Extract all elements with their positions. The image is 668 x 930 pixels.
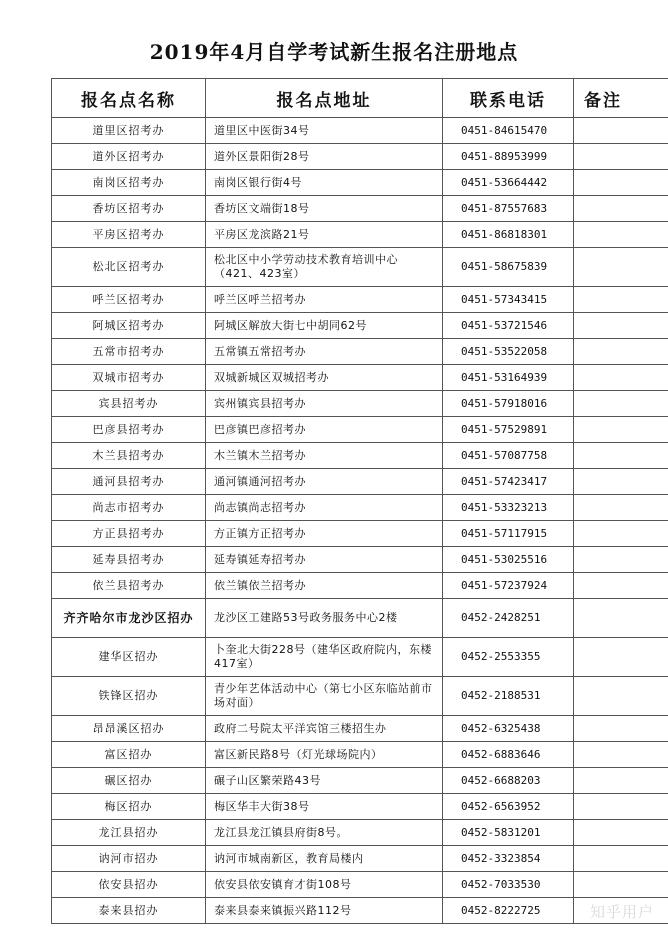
table-row xyxy=(52,846,668,872)
cell-note xyxy=(574,443,668,469)
cell-phone: 0451-57087758 xyxy=(443,443,574,469)
cell-note xyxy=(574,469,668,495)
cell-name: 尚志市招考办 xyxy=(52,495,206,521)
cell-name: 巴彦县招考办 xyxy=(52,417,206,443)
table-row xyxy=(52,547,668,573)
cell-phone: 0451-57423417 xyxy=(443,469,574,495)
cell-note xyxy=(574,599,668,638)
cell-address: 阿城区解放大街七中胡同62号 xyxy=(206,313,443,339)
cell-name: 延寿县招考办 xyxy=(52,547,206,573)
cell-address: 依安县依安镇育才街108号 xyxy=(206,872,443,898)
cell-name: 建华区招办 xyxy=(52,638,206,677)
cell-phone: 0451-53522058 xyxy=(443,339,574,365)
table-row xyxy=(52,287,668,313)
table-row xyxy=(52,638,668,677)
table-row xyxy=(52,365,668,391)
table-row xyxy=(52,742,668,768)
cell-phone: 0451-57117915 xyxy=(443,521,574,547)
table-row xyxy=(52,794,668,820)
table-row xyxy=(52,716,668,742)
cell-address: 尚志镇尚志招考办 xyxy=(206,495,443,521)
table-row xyxy=(52,820,668,846)
table-row xyxy=(52,170,668,196)
cell-name: 香坊区招考办 xyxy=(52,196,206,222)
cell-note xyxy=(574,248,668,287)
cell-phone: 0451-53025516 xyxy=(443,547,574,573)
cell-address: 五常镇五常招考办 xyxy=(206,339,443,365)
table-row xyxy=(52,521,668,547)
cell-phone: 0451-57343415 xyxy=(443,287,574,313)
table-row xyxy=(52,313,668,339)
cell-note xyxy=(574,638,668,677)
cell-name: 依安县招办 xyxy=(52,872,206,898)
cell-note xyxy=(574,118,668,144)
cell-name: 讷河市招办 xyxy=(52,846,206,872)
cell-note xyxy=(574,794,668,820)
cell-phone: 0451-57918016 xyxy=(443,391,574,417)
cell-phone: 0452-2428251 xyxy=(443,599,574,638)
cell-phone: 0451-58675839 xyxy=(443,248,574,287)
cell-phone: 0452-6688203 xyxy=(443,768,574,794)
cell-name: 龙江县招办 xyxy=(52,820,206,846)
cell-name: 富区招办 xyxy=(52,742,206,768)
header-address: 报名点地址 xyxy=(206,79,443,118)
cell-note xyxy=(574,716,668,742)
cell-note xyxy=(574,170,668,196)
cell-phone: 0452-2188531 xyxy=(443,677,574,716)
cell-address: 宾州镇宾县招考办 xyxy=(206,391,443,417)
cell-note xyxy=(574,365,668,391)
cell-phone: 0451-88953999 xyxy=(443,144,574,170)
cell-phone: 0451-86818301 xyxy=(443,222,574,248)
cell-name: 宾县招考办 xyxy=(52,391,206,417)
cell-note xyxy=(574,573,668,599)
cell-address: 泰来县泰来镇振兴路112号 xyxy=(206,898,443,924)
cell-phone: 0452-6325438 xyxy=(443,716,574,742)
cell-note xyxy=(574,196,668,222)
cell-note xyxy=(574,768,668,794)
cell-address: 依兰镇依兰招考办 xyxy=(206,573,443,599)
cell-phone: 0452-5831201 xyxy=(443,820,574,846)
cell-phone: 0451-53721546 xyxy=(443,313,574,339)
cell-note xyxy=(574,287,668,313)
cell-address: 延寿镇延寿招考办 xyxy=(206,547,443,573)
table-header-row xyxy=(52,79,668,118)
cell-name: 依兰县招考办 xyxy=(52,573,206,599)
table-row xyxy=(52,573,668,599)
cell-name: 齐齐哈尔市龙沙区招办 xyxy=(52,599,206,638)
cell-address: 讷河市城南新区，教育局楼内 xyxy=(206,846,443,872)
cell-name: 梅区招办 xyxy=(52,794,206,820)
cell-name: 南岗区招考办 xyxy=(52,170,206,196)
table-row xyxy=(52,898,668,924)
cell-phone: 0452-7033530 xyxy=(443,872,574,898)
table-row xyxy=(52,599,668,638)
table-row xyxy=(52,391,668,417)
cell-note xyxy=(574,742,668,768)
table-row xyxy=(52,443,668,469)
cell-address: 龙沙区工建路53号政务服务中心2楼 xyxy=(206,599,443,638)
cell-note xyxy=(574,495,668,521)
cell-address: 方正镇方正招考办 xyxy=(206,521,443,547)
cell-address: 平房区龙滨路21号 xyxy=(206,222,443,248)
cell-phone: 0451-53164939 xyxy=(443,365,574,391)
cell-name: 泰来县招办 xyxy=(52,898,206,924)
table-row xyxy=(52,339,668,365)
cell-address: 龙江县龙江镇县府街8号。 xyxy=(206,820,443,846)
cell-name: 铁锋区招办 xyxy=(52,677,206,716)
cell-note xyxy=(574,339,668,365)
table-row xyxy=(52,495,668,521)
cell-phone: 0452-3323854 xyxy=(443,846,574,872)
cell-note xyxy=(574,547,668,573)
cell-note xyxy=(574,144,668,170)
cell-address: 松北区中小学劳动技术教育培训中心（421、423室） xyxy=(206,248,443,287)
table-body xyxy=(52,118,668,924)
cell-phone: 0451-53664442 xyxy=(443,170,574,196)
document-title: 2019年4月自学考试新生报名注册地点 xyxy=(149,40,519,64)
cell-address: 双城新城区双城招考办 xyxy=(206,365,443,391)
cell-name: 碾区招办 xyxy=(52,768,206,794)
cell-note xyxy=(574,313,668,339)
cell-address: 南岗区银行街4号 xyxy=(206,170,443,196)
cell-phone: 0452-6563952 xyxy=(443,794,574,820)
cell-address: 富区新民路8号（灯光球场院内） xyxy=(206,742,443,768)
cell-phone: 0452-8222725 xyxy=(443,898,574,924)
cell-name: 道外区招考办 xyxy=(52,144,206,170)
table-row xyxy=(52,222,668,248)
header-phone: 联系电话 xyxy=(443,79,574,118)
cell-note xyxy=(574,391,668,417)
cell-phone: 0452-6883646 xyxy=(443,742,574,768)
cell-address: 木兰镇木兰招考办 xyxy=(206,443,443,469)
cell-note xyxy=(574,677,668,716)
cell-address: 通河镇通河招考办 xyxy=(206,469,443,495)
cell-address: 卜奎北大街228号（建华区政府院内，东楼417室） xyxy=(206,638,443,677)
header-name: 报名点名称 xyxy=(52,79,206,118)
cell-note xyxy=(574,872,668,898)
table-row xyxy=(52,144,668,170)
cell-name: 道里区招考办 xyxy=(52,118,206,144)
cell-name: 呼兰区招考办 xyxy=(52,287,206,313)
table-row xyxy=(52,417,668,443)
table-row xyxy=(52,118,668,144)
cell-note xyxy=(574,820,668,846)
table-row xyxy=(52,248,668,287)
cell-phone: 0451-53323213 xyxy=(443,495,574,521)
watermark: 知乎用户 xyxy=(589,903,654,921)
cell-phone: 0451-87557683 xyxy=(443,196,574,222)
table-row xyxy=(52,677,668,716)
cell-address: 政府二号院太平洋宾馆三楼招生办 xyxy=(206,716,443,742)
cell-name: 昂昂溪区招办 xyxy=(52,716,206,742)
cell-address: 巴彦镇巴彦招考办 xyxy=(206,417,443,443)
cell-name: 通河县招考办 xyxy=(52,469,206,495)
cell-name: 平房区招考办 xyxy=(52,222,206,248)
cell-address: 梅区华丰大街38号 xyxy=(206,794,443,820)
cell-address: 道外区景阳街28号 xyxy=(206,144,443,170)
cell-address: 香坊区文端街18号 xyxy=(206,196,443,222)
header-note: 备注 xyxy=(574,79,668,118)
table-row xyxy=(52,872,668,898)
cell-name: 五常市招考办 xyxy=(52,339,206,365)
cell-address: 碾子山区繁荣路43号 xyxy=(206,768,443,794)
cell-name: 木兰县招考办 xyxy=(52,443,206,469)
cell-phone: 0451-84615470 xyxy=(443,118,574,144)
cell-note xyxy=(574,417,668,443)
cell-name: 方正县招考办 xyxy=(52,521,206,547)
table-row xyxy=(52,196,668,222)
cell-note xyxy=(574,521,668,547)
table-row xyxy=(52,768,668,794)
cell-name: 松北区招考办 xyxy=(52,248,206,287)
cell-phone: 0452-2553355 xyxy=(443,638,574,677)
cell-phone: 0451-57237924 xyxy=(443,573,574,599)
cell-note xyxy=(574,846,668,872)
cell-address: 青少年艺体活动中心（第七小区东临站前市场对面） xyxy=(206,677,443,716)
cell-address: 道里区中医街34号 xyxy=(206,118,443,144)
cell-name: 双城市招考办 xyxy=(52,365,206,391)
cell-name: 阿城区招考办 xyxy=(52,313,206,339)
cell-note xyxy=(574,222,668,248)
cell-address: 呼兰区呼兰招考办 xyxy=(206,287,443,313)
table-row xyxy=(52,469,668,495)
registration-table xyxy=(51,78,668,924)
cell-phone: 0451-57529891 xyxy=(443,417,574,443)
